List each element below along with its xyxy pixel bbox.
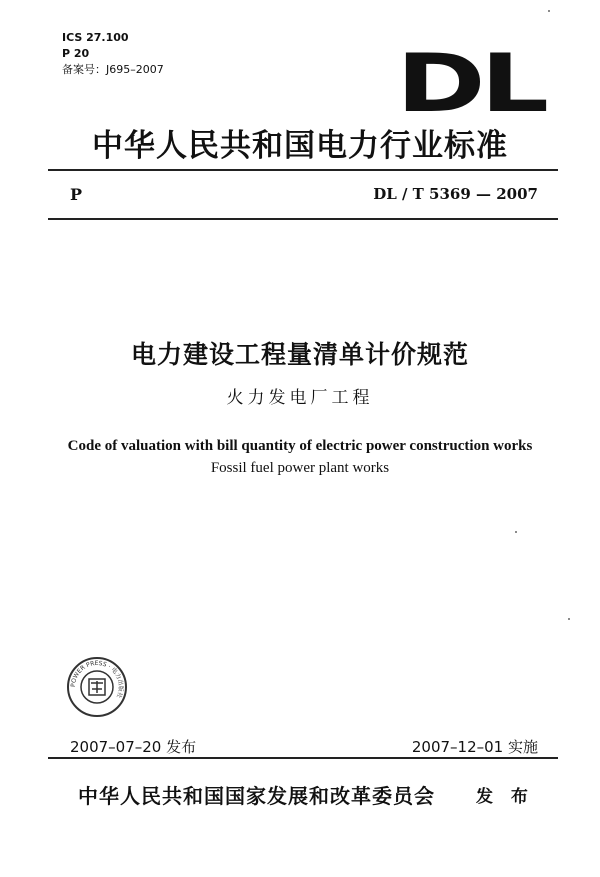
document-subtitle-en: Fossil fuel power plant works	[210, 460, 390, 476]
issue-label: 发 布	[476, 787, 534, 807]
dl-logo: DL	[396, 37, 544, 130]
issuing-authority: 中华人民共和国国家发展和改革委员会	[78, 784, 435, 808]
record-number: 备案号：J695–2007	[62, 63, 164, 76]
publisher-seal-icon	[66, 656, 128, 718]
standard-number: DL / T 5369 — 2007	[373, 185, 538, 203]
date-divider	[48, 757, 558, 759]
scan-speck	[548, 10, 550, 12]
document-title-zh: 电力建设工程量清单计价规范	[130, 340, 469, 369]
document-title-en: Code of valuation with bill quantity of electric power construction works	[67, 438, 533, 454]
document-subtitle-zh: 火力发电厂工程	[226, 388, 374, 408]
effective-date: 2007–12–01 实施	[411, 738, 538, 756]
scan-speck	[515, 531, 517, 533]
top-divider	[48, 169, 558, 171]
organization-title: 中华人民共和国电力行业标准	[92, 128, 508, 164]
header-divider	[48, 218, 558, 220]
ics-code: ICS 27.100	[62, 31, 129, 44]
scan-speck	[568, 618, 570, 620]
category-code: P 20	[62, 47, 90, 60]
classification-letter: P	[70, 185, 83, 204]
seal-text: POWER PRESS · 电力出版社	[69, 659, 125, 699]
publish-date: 2007–07–20 发布	[70, 738, 197, 756]
